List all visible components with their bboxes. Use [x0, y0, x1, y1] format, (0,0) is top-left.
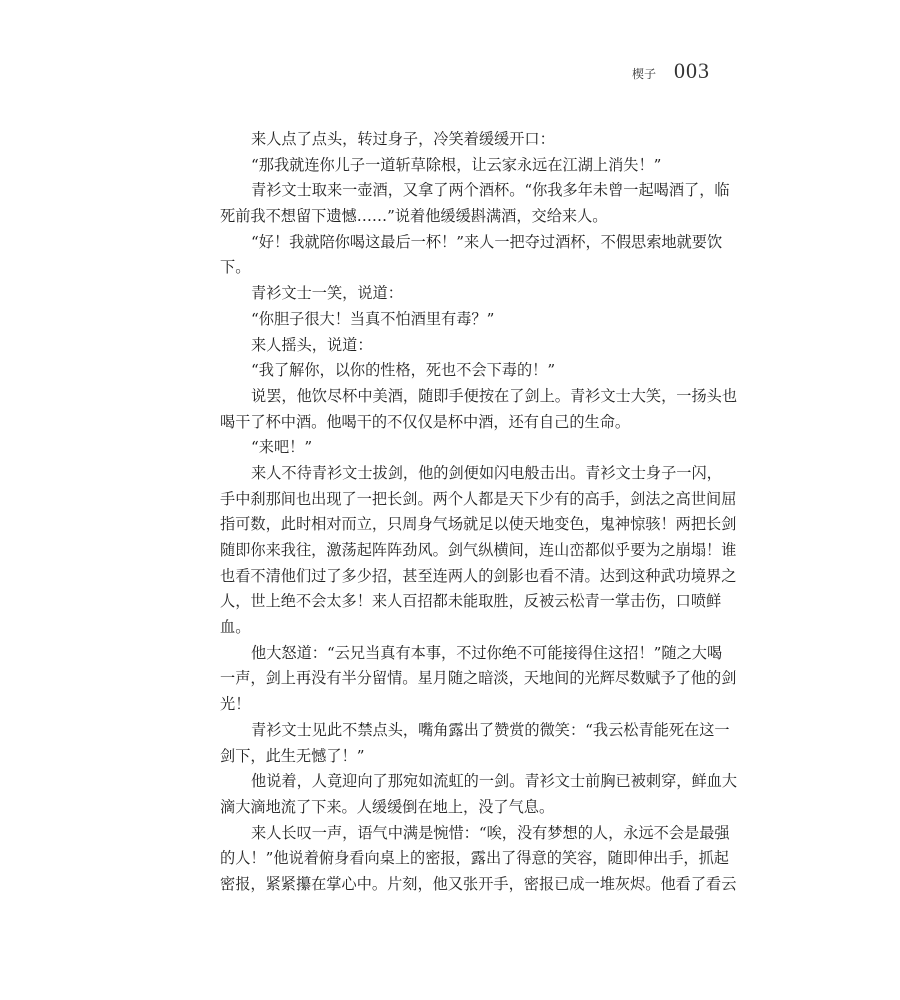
- paragraph: [220, 718, 730, 769]
- paragraph: [220, 333, 710, 359]
- text-line: 随即你来我往，激荡起阵阵劲风。剑气纵横间，连山峦都似乎要为之崩塌！谁: [220, 541, 737, 559]
- text-line: 滴大滴地流了下来。人缓缓倒在地上，没了气息。: [220, 797, 555, 816]
- paragraph: [220, 461, 737, 641]
- text-line: 来人点了点头，转过身子，冷笑着缓缓开口：: [251, 130, 555, 148]
- body-text: [220, 127, 737, 898]
- text-line: 一声，剑上再没有半分留情。星月随之暗淡，天地间的光辉尽数赋予了他的剑: [220, 669, 737, 688]
- text-line: 也看不清他们过了多少招，甚至连两人的剑影也看不清。达到这种武功境界之: [220, 566, 737, 585]
- text-line: 手中刹那间也出现了一把长剑。两个人都是天下少有的高手，剑法之高世间屈: [220, 489, 737, 508]
- chapter-title: 楔子: [631, 67, 656, 81]
- text-line: 青衫文士一笑，说道：: [251, 284, 403, 303]
- paragraph: [220, 358, 710, 384]
- text-line: 青衫文士见此不禁点头，嘴角露出了赞赏的微笑：“我云松青能死在这一: [251, 720, 730, 739]
- text-line: “你胆子很大！当真不怕酒里有毒？”: [251, 309, 495, 328]
- text-line: 喝干了杯中酒。他喝干的不仅仅是杯中酒，还有自己的生命。: [220, 412, 631, 431]
- text-line: 说罢，他饮尽杯中美酒，随即手便按在了剑上。青衫文士大笑，一扬头也: [251, 386, 737, 405]
- text-line: 他大怒道：“云兄当真有本事，不过你绝不可能接得住这招！”随之大喝: [251, 643, 723, 662]
- text-line: 青衫文士取来一壶酒，又拿了两个酒杯。“你我多年未曾一起喝酒了，临: [251, 181, 730, 200]
- text-line: 他说着，人竟迎向了那宛如流虹的一剑。青衫文士前胸已被刺穿，鲜血大: [251, 772, 737, 791]
- paragraph: [220, 178, 730, 229]
- paragraph: [220, 230, 723, 281]
- text-line: “好！我就陪你喝这最后一杯！”来人一把夺过酒杯，不假思索地就要饮: [251, 232, 723, 251]
- text-line: 剑下，此生无憾了！”: [220, 746, 365, 765]
- paragraph: [220, 307, 710, 333]
- paragraph: [220, 281, 710, 307]
- text-line: 来人不待青衫文士拔剑，他的剑便如闪电般击出。青衫文士身子一闪，: [251, 463, 722, 482]
- text-line: 密报，紧紧攥在掌心中。片刻，他又张开手，密报已成一堆灰烬。他看了看云: [220, 874, 737, 893]
- paragraph: [220, 641, 737, 718]
- text-line: 下。: [220, 258, 251, 277]
- paragraph: [220, 821, 737, 898]
- paragraph: [220, 769, 737, 820]
- text-line: 光！: [220, 695, 251, 714]
- paragraph: [220, 153, 710, 179]
- paragraph: [220, 127, 710, 153]
- text-line: 指可数，此时相对而立，只周身气场就足以使天地变色，鬼神惊骇！两把长剑: [220, 515, 737, 534]
- running-header: [632, 58, 710, 84]
- text-line: 来人摇头，说道：: [251, 335, 373, 354]
- text-line: 血。: [220, 618, 251, 637]
- text-line: “来吧！”: [251, 438, 313, 457]
- text-line: 来人长叹一声，语气中满是惋惜：“唉，没有梦想的人，永远不会是最强: [251, 823, 730, 842]
- text-line: 人，世上绝不会太多！来人百招都未能取胜，反被云松青一掌击伤，口喷鲜: [220, 592, 722, 611]
- paragraph: [220, 384, 737, 435]
- text-line: 的人！”他说着俯身看向桌上的密报，露出了得意的笑容，随即伸出手，抓起: [220, 849, 729, 868]
- text-line: “那我就连你儿子一道斩草除根，让云家永远在江湖上消失！”: [251, 155, 662, 174]
- text-line: “我了解你，以你的性格，死也不会下毒的！”: [251, 361, 556, 380]
- paragraph: [220, 435, 710, 461]
- page-number: 003: [674, 58, 710, 83]
- text-line: 死前我不想留下遗憾……”说着他缓缓斟满酒，交给来人。: [220, 207, 608, 226]
